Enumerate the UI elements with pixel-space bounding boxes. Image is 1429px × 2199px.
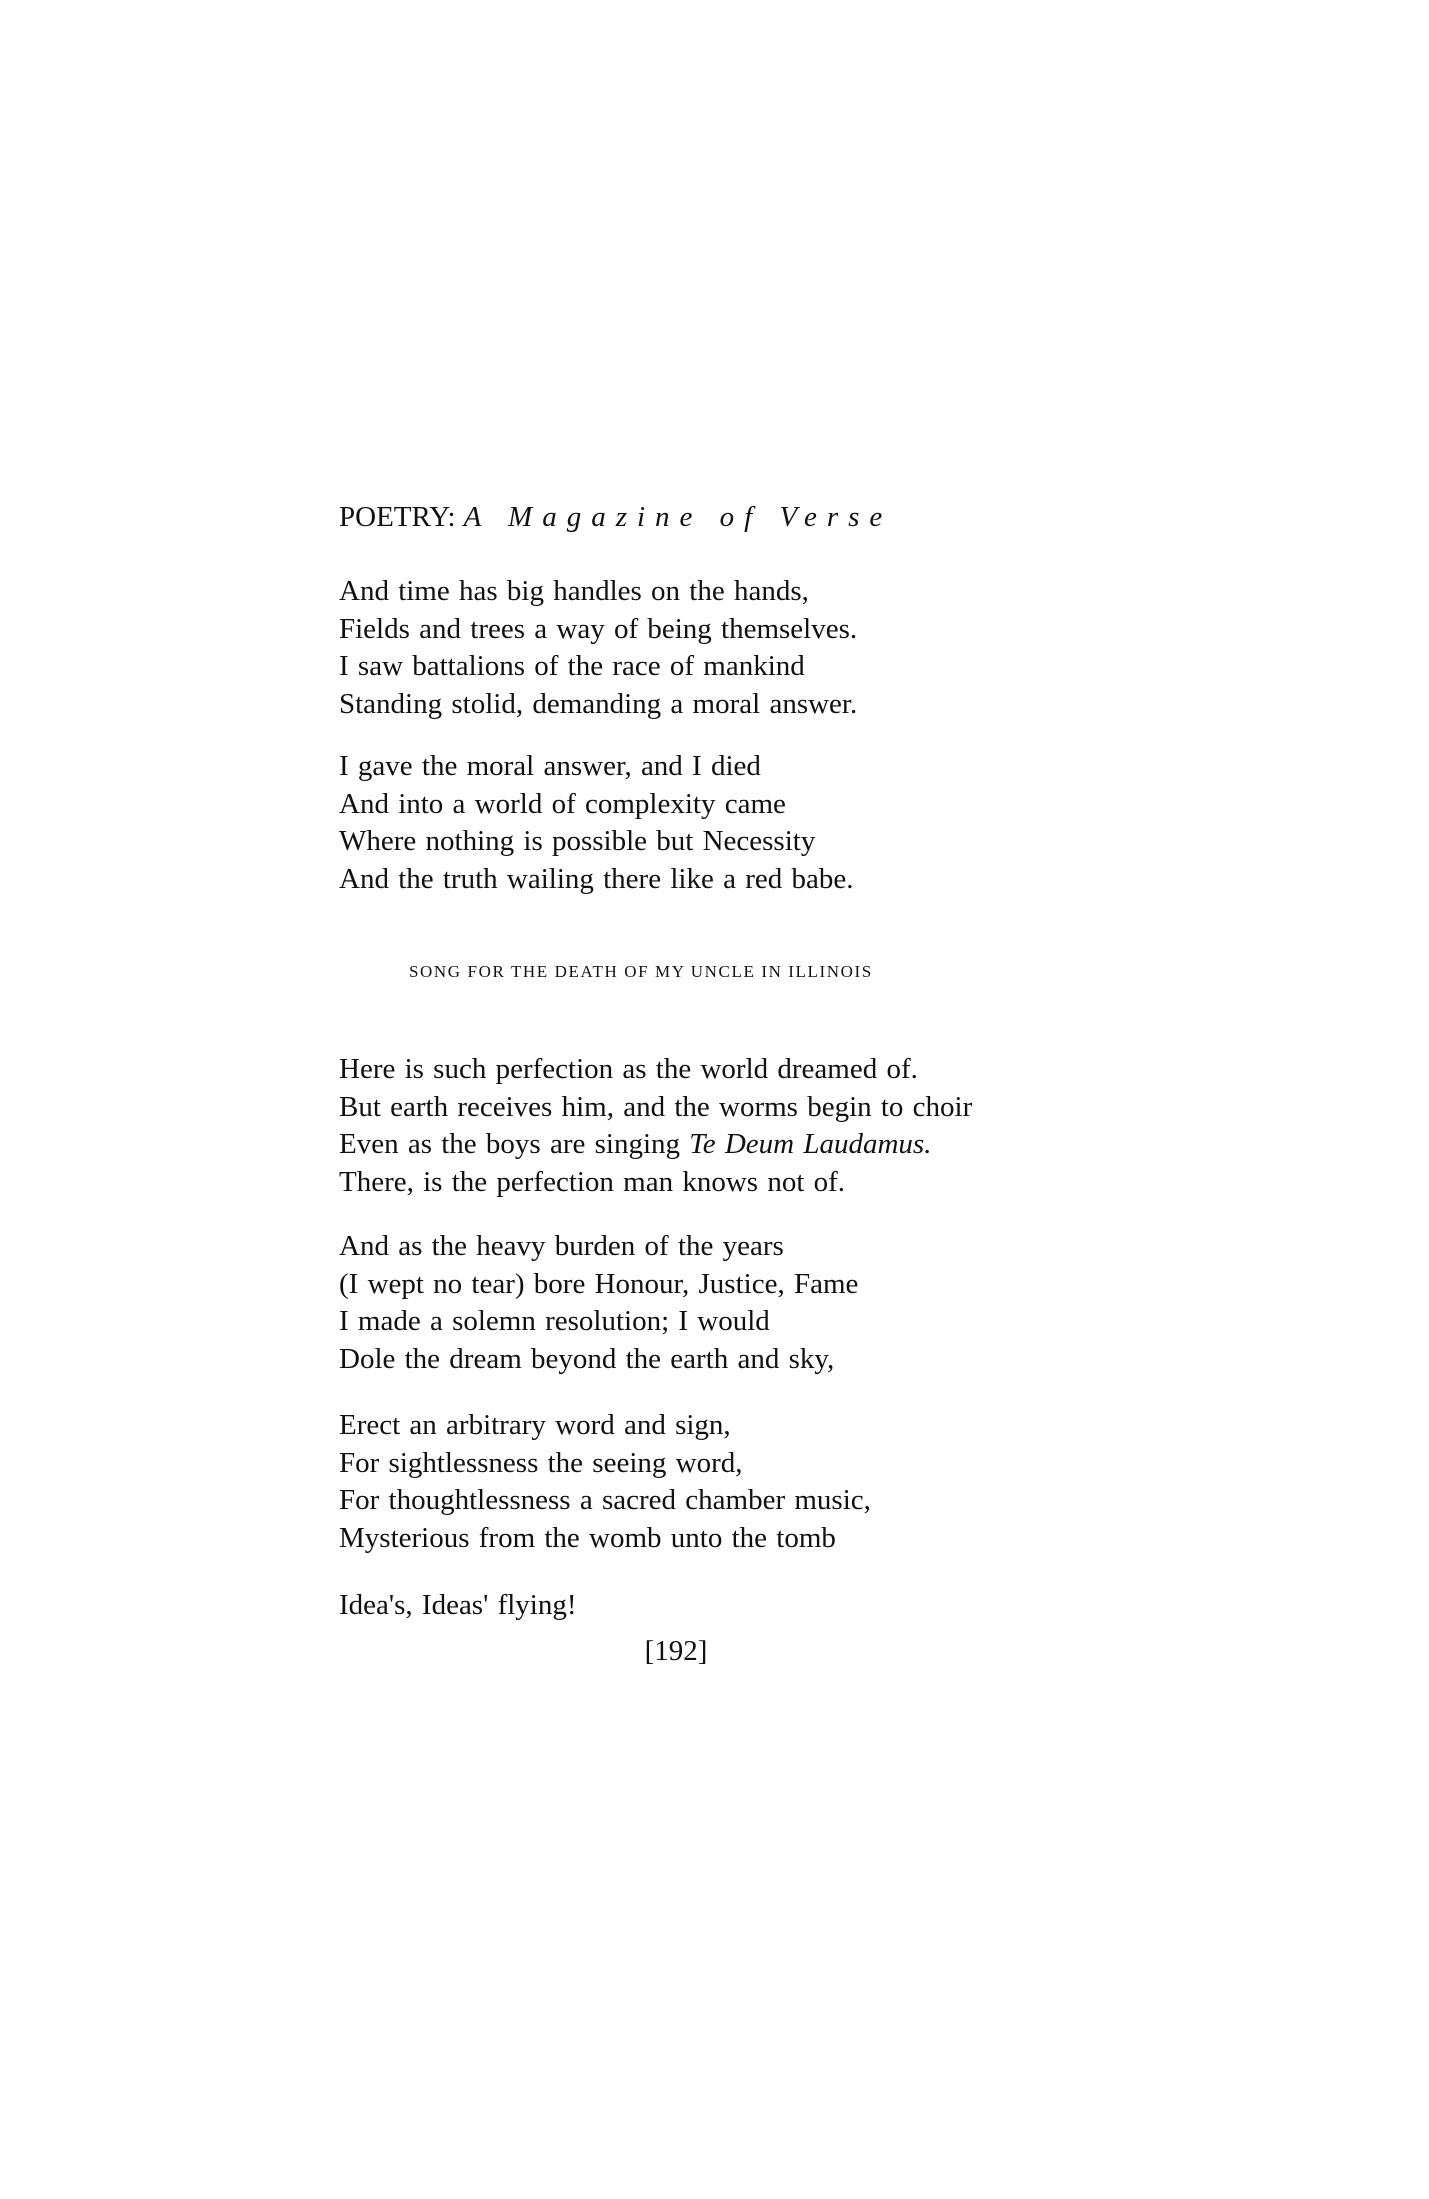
poem-line: Erect an arbitrary word and sign, xyxy=(339,1409,731,1441)
poem-line: Here is such perfection as the world dreamed of. xyxy=(339,1053,918,1085)
poem2-stanza-4 xyxy=(339,1587,577,1625)
poem-line: And the truth wailing there like a red babe. xyxy=(339,863,854,896)
poem2-stanza-2 xyxy=(339,1228,858,1379)
poem1-stanza-2 xyxy=(339,748,853,899)
poem-line: For sightlessness the seeing word, xyxy=(339,1446,743,1479)
poem-line: And as the heavy burden of the years xyxy=(339,1230,784,1262)
poem-line: Dole the dream beyond the earth and sky, xyxy=(339,1343,835,1376)
magazine-name: POETRY: xyxy=(339,501,456,533)
poem-line: (I wept no tear) bore Honour, Justice, Fame xyxy=(339,1267,859,1300)
magazine-subtitle: A Magazine of Verse xyxy=(463,501,893,533)
poem-line: I gave the moral answer, and I died xyxy=(339,750,761,782)
poem-line: Mysterious from the womb unto the tomb xyxy=(339,1522,836,1555)
poem-line: And time has big handles on the hands, xyxy=(339,575,809,607)
poem-line: Idea's, Ideas' flying! xyxy=(339,1589,577,1621)
poem-line: Fields and trees a way of being themselves. xyxy=(339,612,858,645)
poem-line: There, is the perfection man knows not of. xyxy=(339,1166,846,1199)
poem2-stanza-3 xyxy=(339,1407,871,1558)
poem-line xyxy=(339,1126,972,1164)
poem-line: I saw battalions of the race of mankind xyxy=(339,650,805,683)
poem-line: Where nothing is possible but Necessity xyxy=(339,825,816,858)
line-text: Even as the boys are singing xyxy=(339,1128,690,1161)
running-header xyxy=(339,499,892,537)
poem-line: For thoughtlessness a sacred chamber music, xyxy=(339,1484,871,1517)
poem-line: And into a world of complexity came xyxy=(339,787,786,820)
poem-title: SONG FOR THE DEATH OF MY UNCLE IN ILLINOIS xyxy=(409,962,873,981)
poem-line: Standing stolid, demanding a moral answer. xyxy=(339,688,858,721)
poem-line: I made a solemn resolution; I would xyxy=(339,1305,770,1338)
latin-title: Te Deum Laudamus. xyxy=(689,1128,932,1161)
page-number: [192] xyxy=(644,1635,708,1667)
poem2-stanza-1 xyxy=(339,1051,972,1202)
poem1-stanza-1 xyxy=(339,573,857,724)
poem-line: But earth receives him, and the worms begin to choir xyxy=(339,1090,973,1123)
